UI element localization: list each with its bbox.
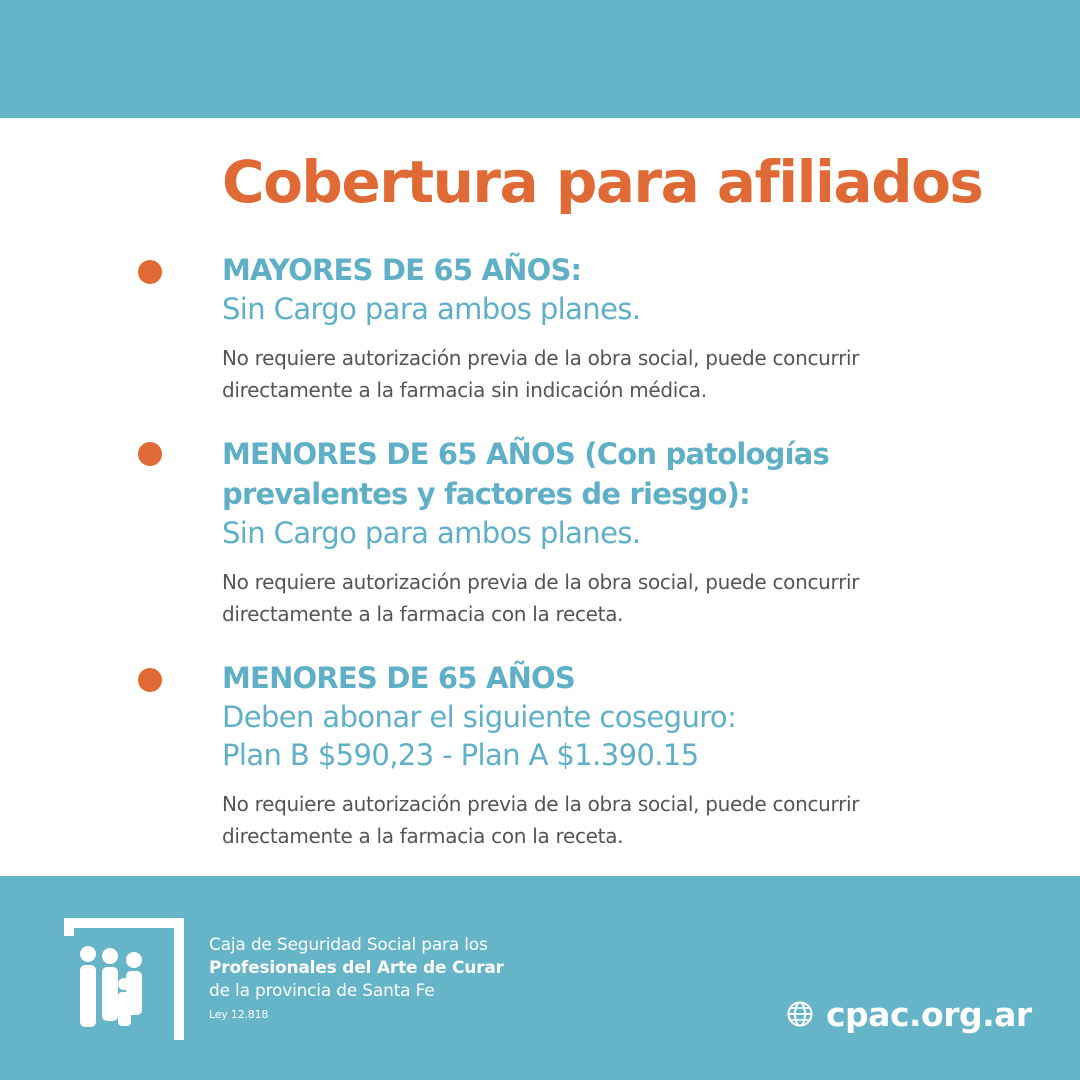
org-name: Profesionales del Arte de Curar	[209, 958, 504, 978]
family-logo-icon	[60, 914, 190, 1044]
top-band	[0, 0, 1080, 118]
item-description	[222, 788, 1042, 852]
website-text: cpac.org.ar	[826, 994, 1032, 1034]
item-description	[222, 342, 1042, 406]
bullet-icon	[138, 668, 162, 692]
organization-info	[209, 934, 504, 1027]
sub-line: Sin Cargo para ambos planes.	[222, 292, 641, 326]
desc-line: No requiere autorización previa de la obra social, puede concurrir	[222, 346, 860, 370]
page-title: Cobertura para afiliados	[222, 148, 983, 216]
item-subheading	[222, 514, 1042, 552]
desc-line: No requiere autorización previa de la obra social, puede concurrir	[222, 792, 860, 816]
heading-line: prevalentes y factores de riesgo):	[222, 477, 750, 511]
desc-line: directamente a la farmacia con la receta.	[222, 602, 624, 626]
item-subheading	[222, 290, 1042, 328]
heading-line: MENORES DE 65 AÑOS	[222, 661, 575, 695]
law-number: Ley 12.818	[209, 1008, 269, 1021]
sub-line: Deben abonar el siguiente coseguro:	[222, 700, 737, 734]
item-text	[222, 250, 1042, 406]
globe-icon	[786, 1000, 814, 1028]
item-heading	[222, 250, 1042, 290]
item-heading	[222, 658, 1042, 698]
item-heading	[222, 434, 1042, 514]
heading-line: MAYORES DE 65 AÑOS:	[222, 253, 582, 287]
item-description	[222, 566, 1042, 630]
item-text	[222, 434, 1042, 630]
desc-line: No requiere autorización previa de la obra social, puede concurrir	[222, 570, 860, 594]
website-link[interactable]	[786, 988, 1032, 1040]
item-text	[222, 658, 1042, 852]
bullet-icon	[138, 260, 162, 284]
footer-band	[0, 876, 1080, 1080]
heading-line: MENORES DE 65 AÑOS (Con patologías	[222, 437, 830, 471]
desc-line: directamente a la farmacia sin indicación médica.	[222, 378, 707, 402]
sub-line: Plan B $590,23 - Plan A $1.390.15	[222, 738, 699, 772]
org-line: de la provincia de Santa Fe	[209, 981, 435, 1001]
sub-line: Sin Cargo para ambos planes.	[222, 516, 641, 550]
org-line: Caja de Seguridad Social para los	[209, 935, 488, 955]
desc-line: directamente a la farmacia con la receta.	[222, 824, 624, 848]
item-subheading	[222, 698, 1042, 774]
bullet-icon	[138, 442, 162, 466]
